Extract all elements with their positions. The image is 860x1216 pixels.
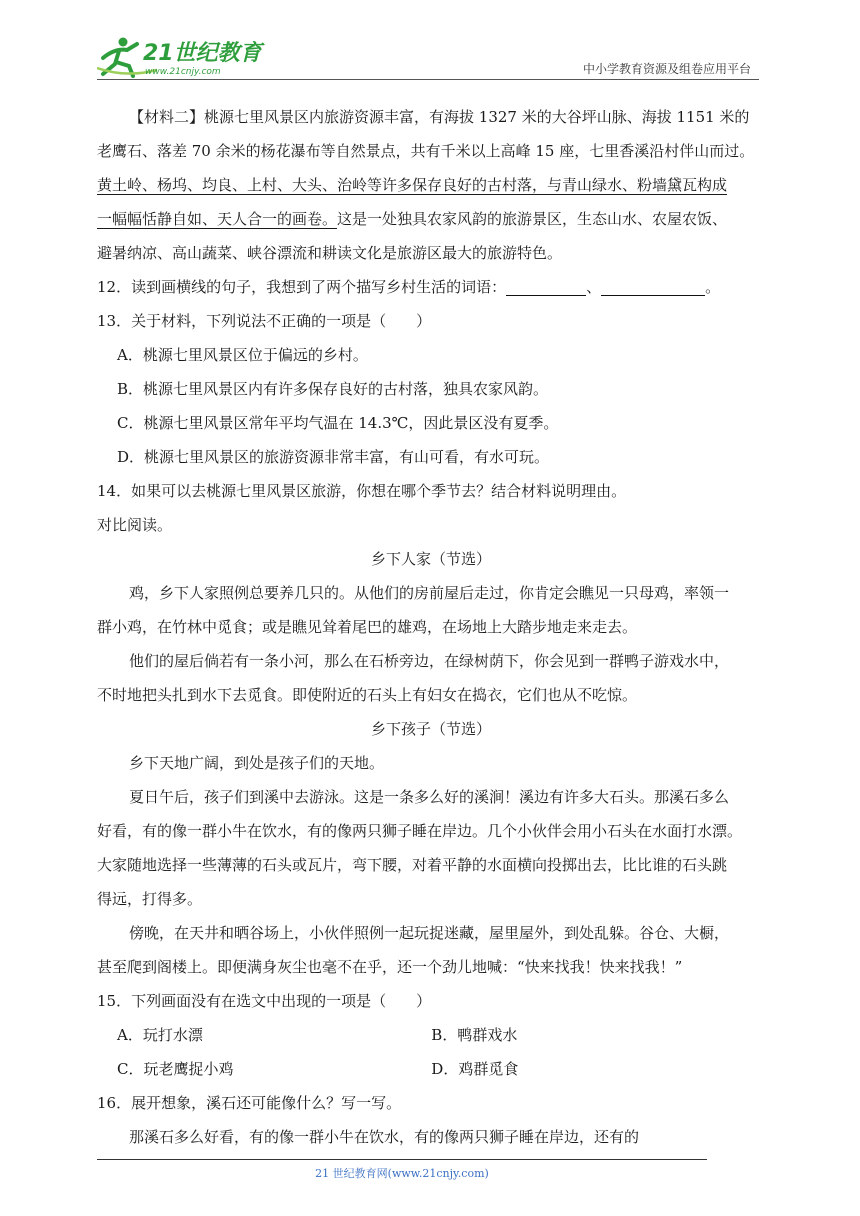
option-b[interactable]: B．桃源七里风景区内有许多保存良好的古村落，独具农家风韵。: [117, 380, 549, 398]
option-a[interactable]: A．桃源七里风景区位于偏远的乡村。: [117, 346, 368, 364]
question-12: [97, 270, 765, 304]
period: 。: [705, 278, 721, 296]
separator: 、: [586, 278, 602, 296]
logo: [97, 34, 267, 78]
option-d[interactable]: D．桃源七里风景区的旅游资源非常丰富，有山可看，有水可玩。: [117, 448, 550, 466]
passage-title: 乡下孩子（节选）: [370, 720, 491, 738]
option-d[interactable]: D．鸡群觅食: [431, 1060, 519, 1078]
passage-line: 大家随地选择一些薄薄的石头或瓦片，弯下腰，对着平静的水面横向投掷出去，比比谁的石头跳: [97, 856, 728, 874]
footer-divider: [97, 1159, 707, 1160]
passage-line: 鸡，乡下人家照例总要养几只的。从他们的房前屋后走过，你肯定会瞧见一只母鸡，率领一: [129, 584, 730, 602]
question-15: 15．下列画面没有在选文中出现的一项是（ ）: [97, 992, 432, 1010]
question-13: 13．关于材料，下列说法不正确的一项是（ ）: [97, 312, 432, 330]
answer-blank[interactable]: [506, 277, 586, 296]
passage-line: 夏日午后，孩子们到溪中去游泳。这是一条多么好的溪涧！溪边有许多大石头。那溪石多么: [129, 788, 730, 806]
option-a[interactable]: A．玩打水漂: [117, 1026, 203, 1044]
passage-line: 不时地把头扎到水下去觅食。即使附近的石头上有妇女在捣衣，它们也从不吃惊。: [97, 686, 638, 704]
passage-line: 乡下天地广阔，到处是孩子们的天地。: [129, 754, 385, 772]
option-c[interactable]: C．玩老鹰捉小鸡: [117, 1060, 234, 1078]
material-line: 避暑纳凉、高山蔬菜、峡谷漂流和耕读文化是旅游区最大的旅游特色。: [97, 244, 563, 262]
page-header: [97, 34, 759, 82]
question-14: 14．如果可以去桃源七里风景区旅游，你想在哪个季节去？结合材料说明理由。: [97, 482, 627, 500]
writing-prompt: 那溪石多么好看，有的像一群小牛在饮水，有的像两只狮子睡在岸边，还有的: [129, 1128, 640, 1146]
passage-line: 他们的屋后倘若有一条小河，那么在石桥旁边，在绿树荫下，你会见到一群鸭子游戏水中，: [129, 652, 730, 670]
material-line: 老鹰石、落差 70 余米的杨花瀑布等自然景点，共有千米以上高峰 15 座，七里香溪沿村伴山而过。: [97, 142, 755, 160]
passage-line: 得远，打得多。: [97, 890, 203, 908]
header-divider: [97, 79, 759, 80]
footer-text: 21 世纪教育网(www.21cnjy.com): [315, 1167, 489, 1180]
passage-line: 群小鸡，在竹林中觅食；或是瞧见耸着尾巴的雄鸡，在场地上大踏步地走来走去。: [97, 618, 638, 636]
logo-url: www.21cnjy.com: [145, 67, 221, 77]
option-c[interactable]: C．桃源七里风景区常年平均气温在 14.3℃，因此景区没有夏季。: [117, 414, 559, 432]
underlined-sentence: 黄土岭、杨坞、均良、上村、大头、治岭等许多保存良好的古村落，与青山绿水、粉墙黛瓦构成: [97, 176, 728, 194]
passage-line: 好看，有的像一群小牛在饮水，有的像两只狮子睡在岸边。几个小伙伴会用小石头在水面打水漂。: [97, 822, 743, 840]
answer-blank[interactable]: [601, 277, 705, 296]
underlined-sentence: 一幅幅恬静自如、天人合一的画卷。: [97, 210, 338, 228]
section-heading: 对比阅读。: [97, 516, 173, 534]
option-b[interactable]: B．鸭群戏水: [431, 1026, 518, 1044]
platform-name: 中小学教育资源及组卷应用平台: [582, 62, 751, 76]
passage-line: 傍晚，在天井和晒谷场上，小伙伴照例一起玩捉迷藏，屋里屋外，到处乱躲。谷仓、大橱，: [129, 924, 730, 942]
logo-text: 21世纪教育: [143, 41, 262, 66]
material-line: 【材料二】桃源七里风景区内旅游资源丰富，有海拔 1327 米的大谷坪山脉、海拔 1151 米的: [129, 108, 750, 126]
question-text: 12．读到画横线的句子，我想到了两个描写乡村生活的词语：: [97, 278, 507, 296]
question-16: 16．展开想象，溪石还可能像什么？写一写。: [97, 1094, 402, 1112]
material-text: 这是一处独具农家风韵的旅游景区，生态山水、农屋农饭、: [337, 210, 728, 228]
passage-title: 乡下人家（节选）: [370, 550, 491, 568]
passage-line: 甚至爬到阁楼上。即便满身灰尘也毫不在乎，还一个劲儿地喊：“快来找我！快来找我！”: [97, 958, 683, 976]
document-body: [97, 100, 765, 1154]
